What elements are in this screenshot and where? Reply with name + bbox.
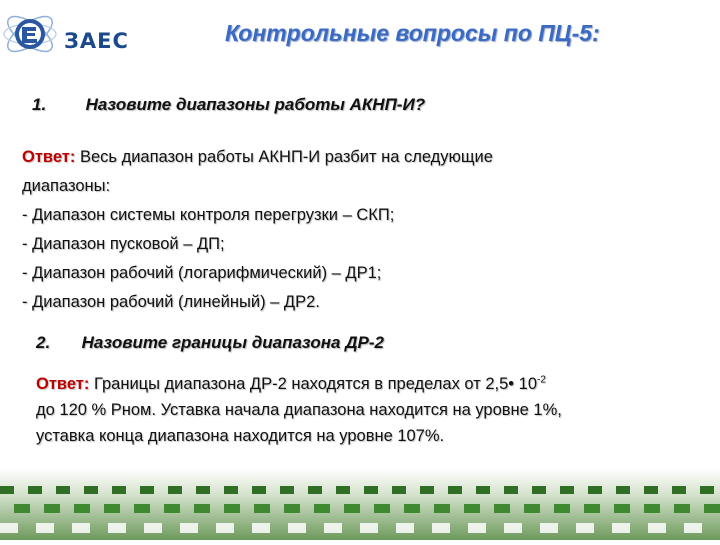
footer-pattern [0,468,720,540]
answer-2-line-1-text: Границы диапазона ДР-2 находятся в пределах от 2,5• 10 [89,375,538,393]
question-1 [32,95,425,115]
answer-1 [22,143,702,317]
answer-2-line-2: до 120 % Рном. Уставка начала диапазона находится на уровне 1%, [36,401,562,419]
question-1-number: 1. [32,95,47,114]
answer-2-line-3: уставка конца диапазона находится на уровне 107%. [36,427,445,445]
answer-1-item: - Диапазон рабочий (линейный) – ДР2. [22,293,320,311]
footer-decoration [0,468,720,540]
answer-1-intro-line-1: Весь диапазон работы АКНП-И разбит на следующие [75,148,493,166]
question-1-text: Назовите диапазоны работы АКНП-И? [85,95,426,114]
answer-1-item: - Диапазон пусковой – ДП; [22,235,225,253]
question-2-text: Назовите границы диапазона ДР-2 [81,333,384,352]
question-2-number: 2. [36,333,51,352]
answer-2-line-1 [36,371,706,397]
logo-text: ЗАЕС [64,29,129,53]
answer-2 [36,371,706,449]
answer-1-item: - Диапазон системы контроля перегрузки – СКП; [22,206,395,224]
answer-1-intro-line-2: диапазоны: [22,177,111,195]
company-logo [0,0,150,70]
answer-1-intro [22,143,702,172]
page-title: Контрольные вопросы по ПЦ-5: [225,20,600,46]
answer-2-exponent: -2 [537,374,546,386]
answer-1-label: Ответ: [22,148,76,166]
answer-2-label: Ответ: [36,375,90,393]
answer-1-item: - Диапазон рабочий (логарифмический) – ДР1; [22,264,382,282]
question-2 [36,333,384,353]
